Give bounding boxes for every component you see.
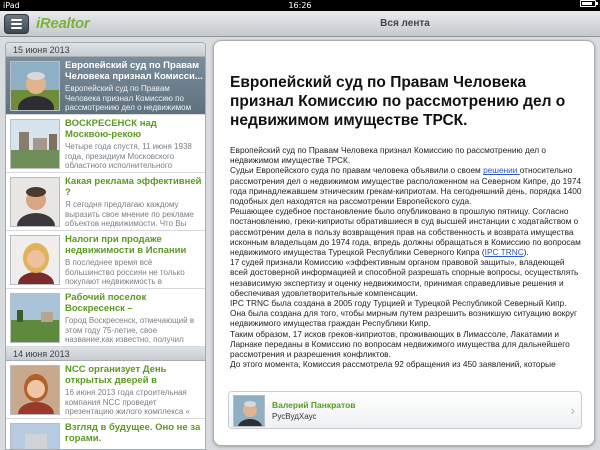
article-paragraph: IPC TRNC была создана в 2005 году Турцией и Турецкой Республикой Северный Кипр. Она была создана для того, чтобы мирным путем разрешить возникшую ситуацию вокруг недвижимого имущества граждан Республики Кипр. <box>230 298 578 329</box>
feed-item-desc: В последнее время всё большинство россиян не только покупают недвижимость в <box>65 258 185 286</box>
feed-item-desc: 16 июня 2013 года строительная компания NCC проведет презентацию жилого комплекса « <box>65 388 190 416</box>
news-feed[interactable] <box>5 42 206 450</box>
text-run: Решающее судебное постановление было опубликовано в прошлую пятницу. Согласно постановлению, греки-киприоты обратившиеся в суд высшей инстанции с ходатайством о рассмотрении дела в пользу возвращения прав на собственность и возврата имущества исконным владельцам до 1974 года, впредь должны обращаться в Комиссию по вопросам недвижимого имущества Турецкой Республики Северного Кипра ( <box>230 206 581 258</box>
text-run: относительно рассмотрения дел о недвижимом имуществе расположенном на Северном Кипре, до 1974 года принадлежавшем этническим грекам-киприотам. На сегодняшний день, порядка 1400 подобных дел находятся на рассмотрении Европейского суда. <box>230 165 582 207</box>
article-body[interactable] <box>230 145 582 389</box>
chevron-right-icon: › <box>570 402 575 418</box>
article-paragraph: До этого момента, Комиссия рассмотрела 92 обращения из 450 заявлений, которые <box>230 359 556 370</box>
feed-item-title: Какая реклама эффективней ? <box>65 176 202 198</box>
feed-item-desc <box>65 446 203 450</box>
article-panel <box>213 40 595 450</box>
man-portrait-icon <box>10 177 60 227</box>
article-paragraph: Таким образом, 17 исков греков-киприотов, проживающих в Лимассоле, Лакатамии и Ларнаке переданы в Комиссию по вопросам недвижимого имущества для дальнейшего рассмотрения и разрешения конфликтов. <box>230 328 570 360</box>
author-card[interactable] <box>228 391 582 429</box>
decision-link[interactable]: решении <box>483 165 520 176</box>
hamburger-icon <box>11 19 22 21</box>
hamburger-line <box>11 23 22 25</box>
date-header: 15 июня 2013 <box>6 43 205 57</box>
battery-level <box>582 2 592 5</box>
hamburger-line <box>11 27 22 29</box>
landscape-icon <box>10 119 60 169</box>
feed-item-desc: Я сегодня предлагаю каждому выразить свое мнение по рекламе объектов недвижимости. Что Вы <box>65 200 194 228</box>
feed-item[interactable] <box>6 361 205 419</box>
author-name: Валерий Панкратов <box>272 400 356 410</box>
status-right <box>580 0 596 7</box>
feed-item-title: Налоги при продаже недвижимости в Испании <box>65 234 187 256</box>
feed-item-title: NCC организует День открытых дверей в <box>65 364 167 386</box>
woman-portrait-icon <box>10 235 60 285</box>
navigation-bar <box>0 11 600 37</box>
battery-icon <box>580 0 596 7</box>
landscape-icon <box>10 423 60 450</box>
feed-item[interactable] <box>6 231 205 289</box>
text-run: Судьи Европейского суда по правам человека объявили о своем <box>230 165 484 176</box>
app-logo[interactable]: iRealtor <box>36 15 90 32</box>
feed-item-title: ВОСКРЕСЕНСК над Москвою-рекою <box>65 118 157 140</box>
ipc-trnc-link[interactable]: IPC TRNC <box>484 247 524 258</box>
menu-button[interactable] <box>4 14 29 34</box>
author-company: РусВудХаус <box>272 412 317 421</box>
feed-item-title: Рабочий поселок Воскресенск – <box>65 292 147 314</box>
feed-item[interactable] <box>6 57 205 115</box>
feed-item-desc: Европейский суд по Правам Человека признал Комиссию по рассмотрению дел о недвижимом <box>65 84 192 112</box>
status-bar <box>0 0 600 11</box>
feed-item[interactable] <box>6 289 205 347</box>
device-label: iPad <box>3 1 20 10</box>
man-portrait-icon <box>10 61 60 111</box>
woman-portrait-icon <box>10 365 60 415</box>
feed-item[interactable] <box>6 115 205 173</box>
avatar <box>233 395 265 427</box>
feed-item-desc: Город Воскресенск, отмечающий в этом году 75-летие, свое название,как известно, получил <box>65 316 195 344</box>
article-paragraph <box>230 165 582 206</box>
feed-item-title: Взгляд в будущее. Оно не за горами. <box>65 422 201 444</box>
feed-item[interactable] <box>6 419 205 450</box>
article-paragraph <box>230 206 582 257</box>
feed-item[interactable] <box>6 173 205 231</box>
article-card[interactable] <box>213 40 595 446</box>
article-title: Европейский суд по Правам Человека признал Комиссию по рассмотрению дел о недвижимом имуществе ТРСК. <box>230 74 566 129</box>
feed-item-title: Европейский суд по Правам Человека признал Комисси... <box>65 60 203 82</box>
text-run: ). <box>523 247 529 258</box>
article-paragraph: Европейский суд по Правам Человека признал Комиссию по рассмотрению дел о недвижимом имуществе ТРСК. <box>230 145 546 166</box>
landscape-icon <box>10 293 60 343</box>
page-title: Вся лента <box>380 18 430 29</box>
clock: 16:26 <box>288 1 312 10</box>
date-header: 14 июня 2013 <box>6 347 205 361</box>
feed-item-desc: Четыре года спустя, 11 июня 1938 года, президиум Московского областного исполнительного <box>65 142 192 170</box>
article-paragraph: 17 судей признали Комиссию «эффективным органом правовой защиты», владеющей всей достоверной информацией и способной разрешать спорные вопросы, осуществлять независимую экспертизу и оценку недвижимости, принимая справедливые решения и обеспечивая удовлетворительные компенсации. <box>230 257 579 298</box>
